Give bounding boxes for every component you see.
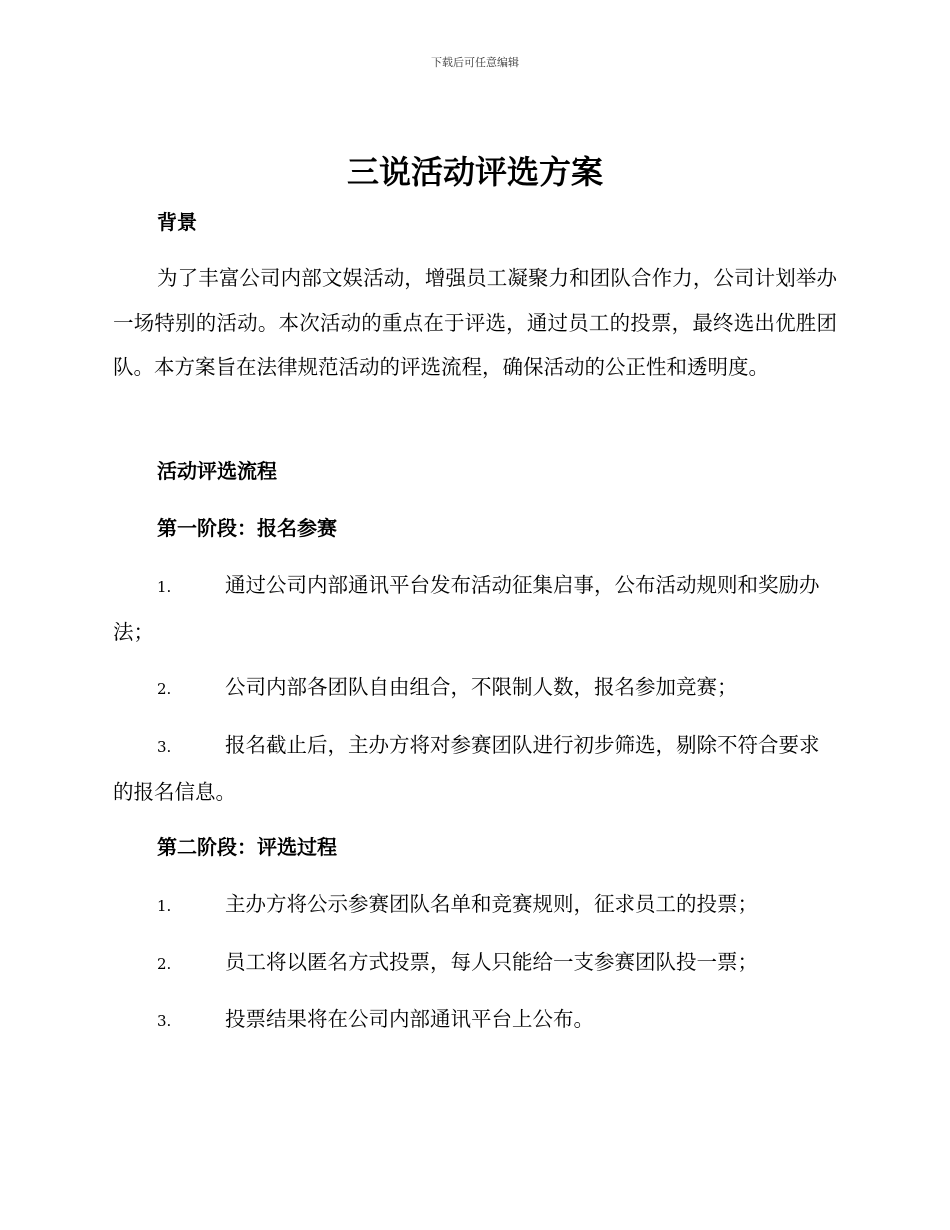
stage1-heading: 第一阶段：报名参赛 (157, 516, 337, 540)
stage1-list-item (113, 563, 837, 654)
stage2-list-item (113, 997, 837, 1044)
list-item-number: 1. (157, 578, 172, 596)
list-item-number: 2. (157, 680, 172, 698)
stage2-heading: 第二阶段：评选过程 (157, 835, 337, 859)
document-title: 三说活动评选方案 (346, 153, 603, 191)
stage1-list-item (113, 665, 837, 712)
list-item-text: 公司内部各团队自由组合，不限制人数，报名参加竞赛； (225, 675, 738, 699)
section-heading-background: 背景 (157, 210, 197, 234)
page-header-note: 下载后可任意编辑 (431, 56, 519, 69)
background-paragraph: 为了丰富公司内部文娱活动，增强员工凝聚力和团队合作力，公司计划举办一场特别的活动。本次活动的重点在于评选，通过员工的投票，最终选出优胜团队。本方案旨在法律规范活动的评选流程，确保活动的公正性和透明度。 (113, 266, 837, 379)
list-item-text: 员工将以匿名方式投票，每人只能给一支参赛团队投一票； (225, 950, 758, 974)
list-item-text: 报名截止后，主办方将对参赛团队进行初步筛选，剔除不符合要求的报名信息。 (113, 733, 820, 804)
list-item-number: 1. (157, 897, 172, 915)
list-item-text: 投票结果将在公司内部通讯平台上公布。 (225, 1007, 594, 1031)
list-item-number: 2. (157, 955, 172, 973)
stage2-list-item (113, 882, 837, 929)
stage2-list-item (113, 940, 837, 987)
section-heading-process: 活动评选流程 (157, 459, 277, 483)
list-item-number: 3. (157, 1012, 172, 1030)
list-item-number: 3. (157, 738, 172, 756)
stage1-list-item (113, 723, 837, 814)
list-item-text: 通过公司内部通讯平台发布活动征集启事，公布活动规则和奖励办法； (113, 573, 820, 644)
list-item-text: 主办方将公示参赛团队名单和竞赛规则，征求员工的投票； (225, 892, 758, 916)
